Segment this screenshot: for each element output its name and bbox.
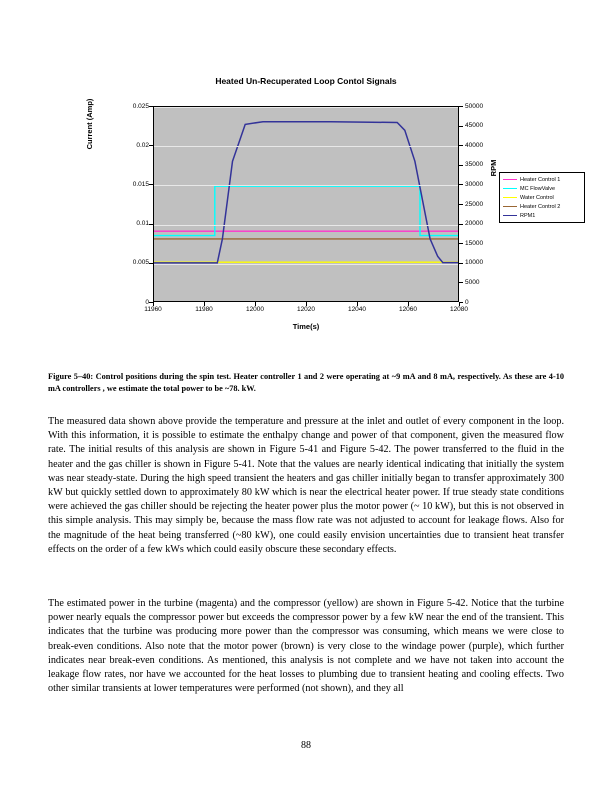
y-tick-label: 0.005 [132,259,149,267]
figure-caption: Figure 5–40: Control positions during the spin test. Heater controller 1 and 2 were operating at ~9 mA and 8 mA, respectively. As these are 4-10 mA controllers , we estimate the total power to be ~78. kW. [48,372,564,393]
y2-tick-label: 10000 [465,259,484,267]
y2-tick-label: 15000 [465,239,484,247]
legend-label: RPM1 [520,212,536,219]
legend-swatch-icon [503,197,517,198]
legend-label: Heater Control 1 [520,176,561,183]
y-tick-label: 0.02 [136,141,149,149]
chart-legend [499,172,585,223]
y-tick-label: 0.01 [136,220,149,228]
y2-tick-label: 45000 [465,122,484,130]
x-tick-label: 12040 [347,306,367,313]
y2-tick-label: 5000 [465,278,480,286]
figure-container [48,72,564,362]
x-tick-label: 12080 [449,306,469,313]
y2-tick-label: 35000 [465,161,484,169]
x-tick-label: 12020 [296,306,316,313]
legend-item [503,202,581,211]
y-tick-label: 0 [145,298,149,306]
body-paragraph: The estimated power in the turbine (magenta) and the compressor (yellow) are shown in Figure 5-42. Notice that the turbine power nearly equals the compressor power but exceeds the compressor power by a few kW near the end of the transient. This indicates that the turbine was producing more power than the compressor was consuming, which means we were close to break-even conditions. Also note that the motor power (brown) is very close to the windage power (purple), which further indicates near break-even conditions. As mentioned, this analysis is not complete and we have not taken into account the leakage flow rates, nor have we accounted for the heat losses to plumbing due to transient heating and cooling effects. Two other similar transients at lower temperatures were performed (not shown), and they all [48,598,564,695]
body-paragraph: The measured data shown above provide the temperature and pressure at the inlet and outlet of every component in the loop. With this information, it is possible to estimate the enthalpy change and power of that component, given the measured flow rate. The initial results of this analysis are shown in Figure 5-41 and Figure 5-42. The power transferred to the fluid in the heater and the gas chiller is shown in Figure 5-41. Note that the values are nearly identical indicating that initially the system was near steady-state. During the high speed transient the heaters and gas chiller initially began to transfer approximately 300 kW but quickly settled down to approximately 80 kW which is near the electrical heater power. If true steady state conditions were achieved the gas chiller should be rejecting the heater power plus the motor power (~ 10 kW), but this is not observed in this simple analysis. This may simply be, because the mass flow rate was not adjusted to account for leakage flows. Also for the magnitude of the heat being transferred (~80 kW), one could easily envision uncertainties due to transient heat transfer effects on the order of a few kWs which could easily obscure these secondary effects. [48,416,564,555]
x-tick-label: 11960 [144,306,162,313]
legend-item [503,175,581,184]
y2-axis-title: RPM [489,159,498,177]
y-tick-label: 0.025 [132,102,149,110]
legend-item [503,184,581,193]
legend-label: MC FlowValve [520,185,556,192]
y2-tick-label: 0 [465,298,469,306]
y2-tick-label: 20000 [465,220,484,228]
chart-series-lines [154,107,458,301]
page-number: 88 [301,740,311,751]
chart-plot-area [85,98,561,332]
x-axis-title: Time(s) [292,322,320,331]
legend-swatch-icon [503,206,517,207]
legend-label: Water Control [520,194,554,201]
y2-tick-label: 25000 [465,200,484,208]
y-tick-label: 0.015 [132,180,149,188]
y-axis-title: Current (Amp) [85,98,94,150]
x-tick-label: 12060 [398,306,418,313]
y2-tick-label: 40000 [465,141,484,149]
legend-swatch-icon [503,179,517,180]
chart-title: Heated Un-Recuperated Loop Contol Signals [215,76,397,86]
y2-tick-label: 50000 [465,102,484,110]
legend-swatch-icon [503,215,517,216]
legend-swatch-icon [503,188,517,189]
x-tick-label: 11980 [195,306,213,313]
legend-item [503,211,581,220]
legend-item [503,193,581,202]
legend-label: Heater Control 2 [520,203,561,210]
y2-tick-label: 30000 [465,180,484,188]
x-tick-label: 12000 [245,306,265,313]
chart-panel [153,106,459,302]
